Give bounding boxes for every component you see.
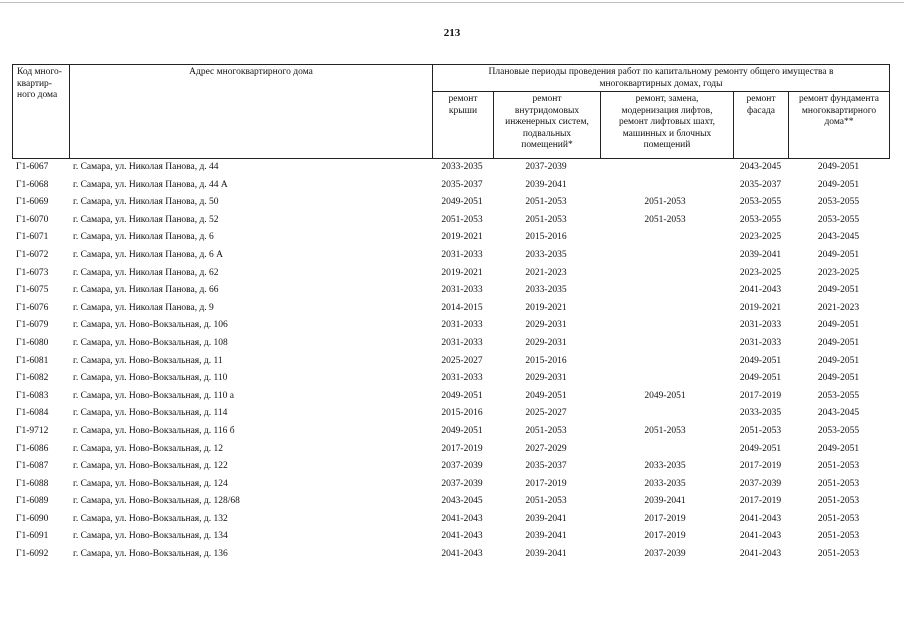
cell-code: Г1-6072 [16,249,49,260]
cell-address: г. Самара, ул. Николая Панова, д. 50 [73,197,219,208]
cell-code: Г1-6068 [16,179,49,190]
cell-facade: 2039-2041 [739,249,782,260]
cell-facade: 2049-2051 [739,443,782,454]
cell-code: Г1-9712 [16,425,49,436]
cell-code: Г1-6075 [16,285,49,296]
cell-foundation: 2049-2051 [817,443,860,454]
cell-foundation: 2049-2051 [817,162,860,172]
cell-systems: 2021-2023 [525,267,567,278]
header-foundation-text: ремонт фундамента многоквартирного дома** [799,94,879,127]
cell-foundation: 2053-2055 [817,425,860,436]
cell-address: г. Самара, ул. Ново-Вокзальная, д. 12 [73,443,223,454]
table-body [12,159,890,564]
cell-systems: 2029-2031 [525,337,567,348]
cell-foundation: 2051-2053 [817,496,860,507]
cell-foundation: 2051-2053 [817,531,860,542]
cell-roof: 2031-2033 [441,320,483,331]
table-row [12,423,890,441]
table-row [12,476,890,494]
cell-address: г. Самара, ул. Николая Панова, д. 62 [73,267,219,278]
cell-address: г. Самара, ул. Николая Панова, д. 44 А [73,179,228,190]
cell-roof: 2035-2037 [441,179,483,190]
cell-code: Г1-6092 [16,549,49,560]
cell-systems: 2051-2053 [525,197,567,208]
cell-code: Г1-6090 [16,513,49,524]
cell-lifts: 2017-2019 [644,531,686,542]
cell-systems: 2051-2053 [525,214,567,225]
table-row [12,194,890,212]
cell-foundation: 2043-2045 [817,232,860,243]
cell-code: Г1-6080 [16,337,49,348]
cell-systems: 2029-2031 [525,373,567,384]
header-systems [493,91,601,159]
header-roof [432,91,494,159]
cell-address: г. Самара, ул. Ново-Вокзальная, д. 124 [73,478,228,489]
cell-facade: 2031-2033 [739,320,782,331]
cell-address: г. Самара, ул. Ново-Вокзальная, д. 116 б [73,425,235,436]
cell-roof: 2049-2051 [441,197,483,208]
header-lifts-text: ремонт, замена, модернизация лифтов, ремонт лифтовых шахт, машинных и блочных помещений [619,94,715,150]
header-code-text: Код много- квартир- ного дома [17,67,62,100]
cell-foundation: 2051-2053 [817,513,860,524]
cell-code: Г1-6079 [16,320,49,331]
cell-code: Г1-6087 [16,461,49,472]
cell-foundation: 2049-2051 [817,285,860,296]
table-row [12,159,890,177]
cell-facade: 2041-2043 [739,549,782,560]
table-row [12,528,890,546]
table-row [12,229,890,247]
cell-roof: 2015-2016 [441,408,483,419]
cell-systems: 2035-2037 [525,461,567,472]
cell-lifts: 2037-2039 [644,549,686,560]
cell-code: Г1-6067 [16,162,49,172]
cell-facade: 2017-2019 [739,496,782,507]
cell-foundation: 2051-2053 [817,478,860,489]
cell-roof: 2037-2039 [441,461,483,472]
cell-roof: 2049-2051 [441,390,483,401]
cell-systems: 2029-2031 [525,320,567,331]
cell-lifts: 2051-2053 [644,197,686,208]
cell-facade: 2049-2051 [739,373,782,384]
scan-top-border [0,2,904,3]
header-lifts [600,91,734,159]
table-row [12,247,890,265]
cell-foundation: 2051-2053 [817,549,860,560]
cell-roof: 2041-2043 [441,531,483,542]
cell-systems: 2019-2021 [525,302,567,313]
cell-address: г. Самара, ул. Ново-Вокзальная, д. 11 [73,355,223,366]
cell-roof: 2041-2043 [441,549,483,560]
cell-systems: 2051-2053 [525,496,567,507]
cell-systems: 2027-2029 [525,443,567,454]
cell-foundation: 2053-2055 [817,197,860,208]
cell-systems: 2033-2035 [525,285,567,296]
cell-roof: 2031-2033 [441,337,483,348]
cell-code: Г1-6083 [16,390,49,401]
cell-lifts: 2051-2053 [644,425,686,436]
cell-foundation: 2021-2023 [817,302,860,313]
cell-systems: 2033-2035 [525,249,567,260]
cell-code: Г1-6076 [16,302,49,313]
cell-address: г. Самара, ул. Ново-Вокзальная, д. 114 [73,408,228,419]
cell-facade: 2017-2019 [739,461,782,472]
cell-code: Г1-6071 [16,232,49,243]
cell-systems: 2037-2039 [525,162,567,172]
cell-address: г. Самара, ул. Ново-Вокзальная, д. 122 [73,461,228,472]
table-row [12,546,890,564]
cell-facade: 2031-2033 [739,337,782,348]
cell-code: Г1-6070 [16,214,49,225]
cell-lifts: 2017-2019 [644,513,686,524]
cell-address: г. Самара, ул. Ново-Вокзальная, д. 110 [73,373,228,384]
cell-code: Г1-6082 [16,373,49,384]
cell-code: Г1-6084 [16,408,49,419]
cell-systems: 2017-2019 [525,478,567,489]
cell-lifts: 2039-2041 [644,496,686,507]
cell-facade: 2041-2043 [739,531,782,542]
cell-address: г. Самара, ул. Ново-Вокзальная, д. 128/68 [73,496,240,507]
table-row [12,458,890,476]
cell-facade: 2053-2055 [739,214,782,225]
cell-systems: 2015-2016 [525,355,567,366]
cell-address: г. Самара, ул. Николая Панова, д. 44 [73,162,219,172]
cell-foundation: 2049-2051 [817,355,860,366]
table-row [12,511,890,529]
cell-lifts: 2049-2051 [644,390,686,401]
cell-facade: 2023-2025 [739,267,782,278]
cell-systems: 2039-2041 [525,531,567,542]
cell-lifts: 2051-2053 [644,214,686,225]
cell-foundation: 2049-2051 [817,373,860,384]
cell-facade: 2019-2021 [739,302,782,313]
table-row [12,493,890,511]
cell-facade: 2051-2053 [739,425,782,436]
cell-lifts: 2033-2035 [644,478,686,489]
cell-code: Г1-6073 [16,267,49,278]
cell-address: г. Самара, ул. Ново-Вокзальная, д. 108 [73,337,228,348]
cell-systems: 2025-2027 [525,408,567,419]
cell-roof: 2031-2033 [441,373,483,384]
cell-address: г. Самара, ул. Ново-Вокзальная, д. 110 а [73,390,234,401]
header-facade [733,91,789,159]
cell-address: г. Самара, ул. Николая Панова, д. 6 А [73,249,224,260]
header-address-text: Адрес многоквартирного дома [189,67,313,77]
cell-facade: 2041-2043 [739,285,782,296]
cell-address: г. Самара, ул. Ново-Вокзальная, д. 106 [73,320,228,331]
cell-facade: 2053-2055 [739,197,782,208]
cell-foundation: 2043-2045 [817,408,860,419]
header-code [12,64,70,159]
cell-foundation: 2049-2051 [817,320,860,331]
cell-roof: 2051-2053 [441,214,483,225]
cell-address: г. Самара, ул. Ново-Вокзальная, д. 134 [73,531,228,542]
cell-foundation: 2023-2025 [817,267,860,278]
cell-roof: 2049-2051 [441,425,483,436]
cell-facade: 2037-2039 [739,478,782,489]
header-roof-text: ремонт крыши [448,94,478,116]
cell-roof: 2019-2021 [441,267,483,278]
cell-roof: 2031-2033 [441,285,483,296]
cell-foundation: 2053-2055 [817,390,860,401]
page-number: 213 [443,27,461,39]
cell-roof: 2043-2045 [441,496,483,507]
table-row [12,441,890,459]
cell-roof: 2025-2027 [441,355,483,366]
cell-code: Г1-6088 [16,478,49,489]
table-row [12,335,890,353]
header-facade-text: ремонт фасада [746,94,776,116]
cell-lifts: 2033-2035 [644,461,686,472]
cell-systems: 2039-2041 [525,513,567,524]
table-row [12,177,890,195]
cell-address: г. Самара, ул. Николая Панова, д. 6 [73,232,214,243]
table-row [12,353,890,371]
cell-foundation: 2049-2051 [817,249,860,260]
cell-roof: 2041-2043 [441,513,483,524]
cell-facade: 2017-2019 [739,390,782,401]
cell-facade: 2035-2037 [739,179,782,190]
cell-address: г. Самара, ул. Ново-Вокзальная, д. 136 [73,549,228,560]
cell-foundation: 2051-2053 [817,461,860,472]
cell-address: г. Самара, ул. Николая Панова, д. 9 [73,302,214,313]
header-systems-text: ремонт внутридомовых инженерных систем, подвальных помещений* [505,94,589,150]
cell-address: г. Самара, ул. Ново-Вокзальная, д. 132 [73,513,228,524]
cell-roof: 2019-2021 [441,232,483,243]
cell-address: г. Самара, ул. Николая Панова, д. 66 [73,285,219,296]
cell-address: г. Самара, ул. Николая Панова, д. 52 [73,214,219,225]
header-periods [432,64,890,92]
cell-roof: 2033-2035 [441,162,483,172]
header-periods-text: Плановые периоды проведения работ по капитальному ремонту общего имущества в многоквартирных домах, годы [488,67,834,89]
cell-facade: 2049-2051 [739,355,782,366]
table-row [12,370,890,388]
cell-code: Г1-6089 [16,496,49,507]
cell-roof: 2014-2015 [441,302,483,313]
cell-code: Г1-6081 [16,355,49,366]
cell-systems: 2051-2053 [525,425,567,436]
cell-roof: 2037-2039 [441,478,483,489]
table-row [12,265,890,283]
table-row [12,300,890,318]
table-row [12,388,890,406]
cell-systems: 2039-2041 [525,179,567,190]
header-foundation [788,91,890,159]
cell-facade: 2033-2035 [739,408,782,419]
cell-foundation: 2053-2055 [817,214,860,225]
table-row [12,405,890,423]
header-address [69,64,433,159]
cell-roof: 2031-2033 [441,249,483,260]
cell-systems: 2049-2051 [525,390,567,401]
cell-foundation: 2049-2051 [817,337,860,348]
cell-code: Г1-6091 [16,531,49,542]
cell-roof: 2017-2019 [441,443,483,454]
cell-code: Г1-6069 [16,197,49,208]
cell-facade: 2041-2043 [739,513,782,524]
cell-foundation: 2049-2051 [817,179,860,190]
cell-systems: 2039-2041 [525,549,567,560]
table-row [12,212,890,230]
cell-facade: 2023-2025 [739,232,782,243]
cell-facade: 2043-2045 [739,162,782,172]
table-row [12,282,890,300]
table-row [12,317,890,335]
cell-code: Г1-6086 [16,443,49,454]
cell-systems: 2015-2016 [525,232,567,243]
